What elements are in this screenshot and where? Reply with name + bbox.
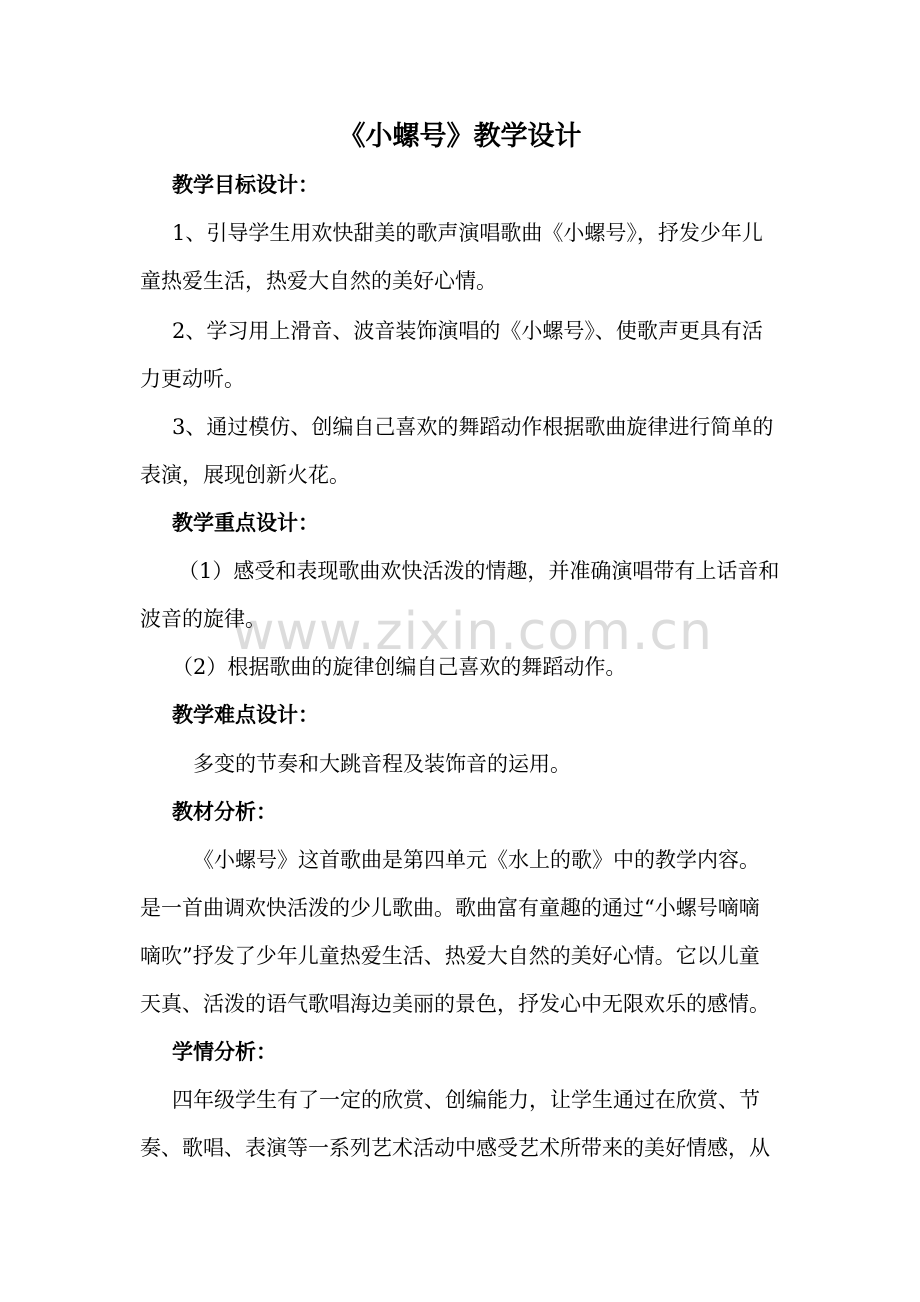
- material-heading: 教材分析：: [172, 799, 277, 824]
- objective-1-line-2: 童热爱生活，热爱大自然的美好心情。: [140, 269, 497, 293]
- objective-2-line-1: 2、学习用上滑音、波音装饰演唱的《小螺号》、使歌声更具有活: [172, 319, 763, 343]
- objectives-heading: 教学目标设计：: [172, 172, 319, 197]
- key-point-2-line-1: （2）根据歌曲的旋律创编自己喜欢的舞蹈动作。: [172, 655, 627, 679]
- students-line-2: 奏、歌唱、表演等一系列艺术活动中感受艺术所带来的美好情感，从: [140, 1136, 770, 1160]
- objective-3-line-2: 表演，展现创新火花。: [140, 463, 350, 487]
- material-line-1: 《小螺号》这首歌曲是第四单元《水上的歌》中的教学内容。: [193, 848, 760, 872]
- material-line-3: 嘀吹”抒发了少年儿童热爱生活、热爱大自然的美好心情。它以儿童: [140, 944, 760, 968]
- objective-3-line-1: 3、通过模仿、创编自己喜欢的舞蹈动作根据歌曲旋律进行简单的: [172, 415, 774, 439]
- material-line-4: 天真、活泼的语气歌唱海边美丽的景色，抒发心中无限欢乐的感情。: [140, 992, 770, 1016]
- material-line-2: 是一首曲调欢快活泼的少儿歌曲。歌曲富有童趣的通过“小螺号嘀嘀: [140, 896, 760, 920]
- difficulty-1-line-1: 多变的节奏和大跳音程及装饰音的运用。: [193, 752, 571, 776]
- students-line-1: 四年级学生有了一定的欣赏、创编能力，让学生通过在欣赏、节: [172, 1088, 760, 1112]
- page-title: 《小螺号》教学设计: [338, 121, 582, 152]
- key-points-heading: 教学重点设计：: [172, 510, 319, 535]
- watermark: www.zixin.com.cn: [232, 602, 713, 662]
- students-heading: 学情分析：: [172, 1039, 277, 1064]
- objective-1-line-1: 1、引导学生用欢快甜美的歌声演唱歌曲《小螺号》，抒发少年儿: [172, 221, 763, 245]
- key-point-1-line-2: 波音的旋律。: [140, 607, 266, 631]
- objective-2-line-2: 力更动听。: [140, 367, 245, 391]
- key-point-1-line-1: （1）感受和表现歌曲欢快活泼的情趣，并准确演唱带有上话音和: [178, 559, 780, 583]
- difficulties-heading: 教学难点设计：: [172, 702, 319, 727]
